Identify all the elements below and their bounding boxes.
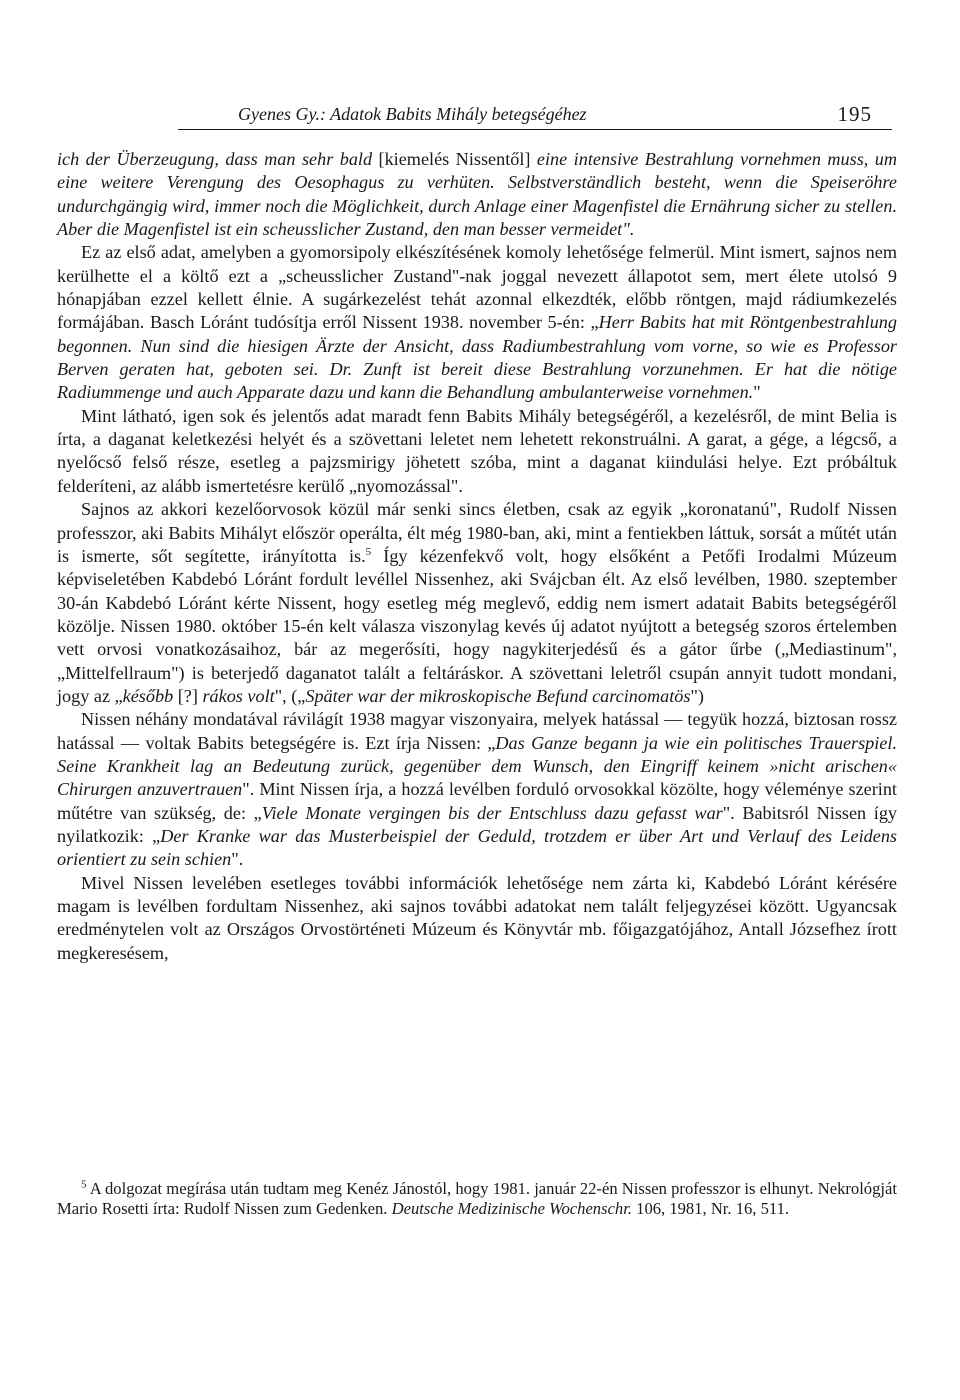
paragraph (57, 498, 897, 708)
body-text (57, 148, 897, 965)
italic-text: Deutsche Medizinische Wochenschr. (391, 1199, 632, 1218)
paragraph (57, 241, 897, 404)
italic-text: később (122, 685, 174, 706)
footnote (57, 1179, 897, 1219)
footnote-text (57, 1179, 897, 1219)
text-run: Nissen néhány mondatával rávilágít 1938 magyar viszonyaira, melyek hatással — tegyük hozzá, biztosan rossz hatással — voltak Babits betegségére is. Ezt írja Nissen: „ (57, 709, 897, 753)
paragraph (57, 405, 897, 498)
text-run: 106, 1981, Nr. 16, 511. (632, 1199, 790, 1218)
text-run: Mivel Nissen levelében esetleges további információk lehetősége nem zárta ki, Kabdebó Lóránt kérésére magam is levélben fordultam Nissenhez, aki sajnos további adatokat nem talált feljegyzései között. Ugyancsak eredménytelen volt az Országos Orvostörténeti Múzeum és Könyvtár mb. főigazgatójához, Antall Józsefhez írott megkeresésem, (57, 872, 897, 963)
text-run: ") (690, 685, 704, 706)
paragraph (57, 872, 897, 965)
text-run: " (753, 382, 761, 403)
text-run: [?] (173, 685, 203, 706)
page-number: 195 (837, 102, 872, 126)
italic-text: Später war der mikroskopische Befund carcinomatös (305, 685, 691, 706)
text-run: Így kézenfekvő volt, hogy elsőként a Petőfi Irodalmi Múzeum képviseletében Kabdebó Lóránt fordult levéllel Nissenhez, aki Svájcban élt. Az első levélben, 1980. szeptember 30-án Kabdebó Lóránt kérte Nissent, hogy esetleg még meglevő, eddig nem ismert adatait Babits betegségéről közölje. Nissen 1980. október 15-én kelt válasza viszonylag kevés új adatot nyújtott a betegség szoros értelemben vett orvosi vonatkozásaihoz, bár az megerősíti, hogy nagykiterjedésű és a gátor űrbe („Mediastinum", „Mittelfellraum") is beterjedő daganatot talált a feltáráskor. A szövettani leletről csupán annyit tudott mondani, jogy az „ (57, 545, 897, 706)
italic-text: ich der Überzeugung, dass man sehr bald (57, 149, 379, 169)
running-title: Gyenes Gy.: Adatok Babits Mihály betegségéhez (238, 104, 587, 124)
italic-text: eine intensive Bestrahlung vornehmen muss, um eine weitere Verengung des Oesophagus zu verhüten. Selbstverständlich besteht, wenn die Speiseröhre undurchgängig wird, immer noch die Möglichkeit, durch Anlage einer Magenfistel die Ernährung sicher zu stellen. Aber die Magenfistel ist ein scheusslicher Zustand, den man besser vermeidet". (57, 149, 898, 240)
text-run: Ez az első adat, amelyben a gyomorsipoly elkészítésének komoly lehetősége felmerül. Mint ismert, sajnos nem kerülhette el a költő ezt a „scheusslicher Zustand"-nak joggal nevezett állapotot sem, mert élete utolsó 9 hónapjában ezzel kellett élnie. A sugárkezelést tehát azonnal elkezdték, előbb röntgen, majd rádiumkezelés formájában. Basch Lóránt tudósítja erről Nissent 1938. november 5-én: „ (57, 242, 897, 333)
footnote-marker: 5 (365, 545, 372, 558)
italic-text: Das Ganze begann ja wie ein politisches Trauerspiel. Seine Krankheit lag an Bedeutung zurück, gegenüber dem Wunsch, den Eingriff keinem »nicht arischen« Chirurgen anzuvertrauen (57, 732, 897, 800)
text-run: ". (231, 849, 244, 870)
paragraph-quote-continuation (57, 148, 897, 241)
paragraph (57, 708, 897, 871)
text-run: ", („ (274, 685, 306, 706)
text-run: Mint látható, igen sok és jelentős adat maradt fenn Babits Mihály betegségéről, a kezelésről, de mint Belia is írta, a daganat keletkezési helyét és a szövettani leletet nem lehetett rekonstruálni. A garat, a gége, a légcső, a nyelőcső felső része, esetleg a pajzsmirigy jöhetett szóba, mint a daganat kiindulási helye. Ezt próbáltuk felderíteni, az alább ismertetésre kerülő „nyomozással". (57, 405, 897, 496)
text-run: ". Babitsról Nissen így nyilatkozik: „ (57, 802, 898, 846)
italic-text: Viele Monate vergingen bis der Entschluss dazu gefasst war (261, 802, 723, 823)
header-rule (178, 129, 892, 130)
footnote-marker: 5 (81, 1178, 87, 1191)
italic-text: rákos volt (202, 685, 275, 706)
italic-text: Herr Babits hat mit Röntgenbestrahlung begonnen. Nun sind die hiesigen Ärzte der Ansicht, dass Radiumbestrahlung vom vorne, so wie es Professor Berven geraten hat, geboten sei. Dr. Zunft ist bereit diese Bestrahlung vorzunehmen. Er hat die nötige Radiummenge und auch Apparate dazu und kann die Behandlung ambulanterweise vornehmen. (57, 312, 897, 403)
text-run: [kiemelés Nissentől] (378, 149, 537, 169)
text-run: ". Mint Nissen írja, a hozzá levélben forduló orvosokkal közölte, hogy véleménye szerint műtétre van szükség, de: „ (57, 779, 897, 823)
italic-text: Der Kranke war das Musterbeispiel der Geduld, trotzdem er über Art und Verlauf des Leidens orientiert zu sein schien (57, 825, 897, 870)
text-run: Sajnos az akkori kezelőorvosok közül már senki sincs életben, csak az egyik „koronatanú", Rudolf Nissen professzor, aki Babits Mihályt először operálta, élt még 1980-ban, aki, mint a fentiekben láttuk, sorsát a műtét után is ismerte, sőt segítette, irányította is. (57, 499, 897, 566)
text-run: A dolgozat megírása után tudtam meg Kenéz Jánostól, hogy 1981. január 22-én Nissen professzor is elhunyt. Nekrológját Mario Rosetti írta: Rudolf Nissen zum Gedenken. (57, 1179, 897, 1218)
